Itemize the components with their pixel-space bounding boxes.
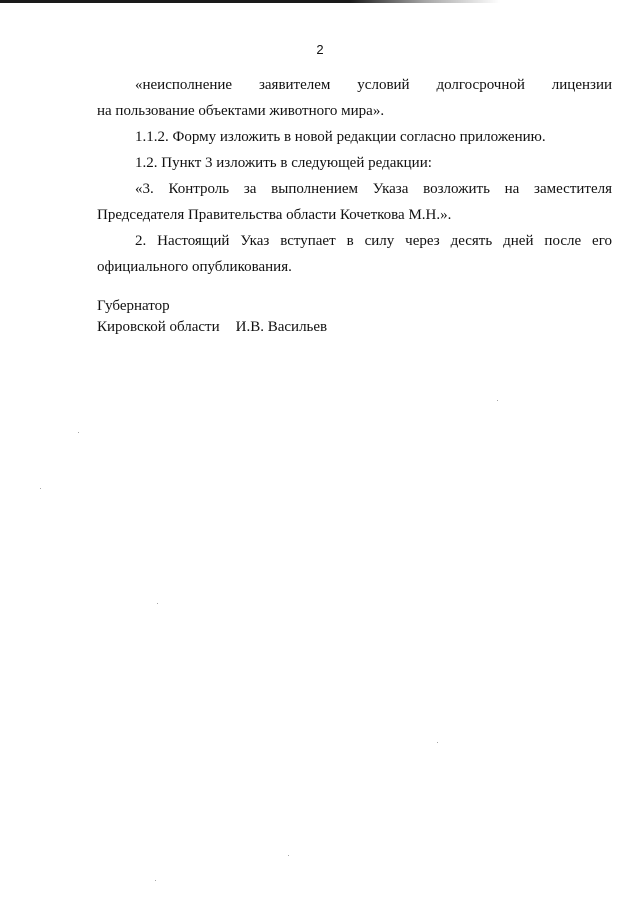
- scan-top-edge: [0, 0, 500, 3]
- paragraph-line: «неисполнение заявителем условий долгосрочной лицензии: [135, 77, 612, 93]
- signature-position: Губернатор: [97, 298, 170, 314]
- paragraph-line: на пользование объектами животного мира».: [97, 103, 385, 119]
- paragraph-clause-1-2: 1.2. Пункт 3 изложить в следующей редакции:: [135, 155, 432, 171]
- scan-speck: [78, 432, 79, 433]
- document-body: [97, 72, 612, 280]
- paragraph-clause-3-quote: [97, 176, 612, 228]
- scan-speck: [497, 400, 498, 401]
- scan-speck: [288, 855, 289, 856]
- paragraph-line: 2. Настоящий Указ вступает в силу через десять дней после его: [135, 233, 612, 249]
- paragraph-line: «3. Контроль за выполнением Указа возложить на заместителя: [135, 181, 612, 197]
- signature-region-row: [97, 317, 327, 338]
- scan-speck: [157, 603, 158, 604]
- paragraph-line: Председателя Правительства области Кочеткова М.Н.».: [97, 207, 452, 223]
- signature-name: И.В. Васильев: [235, 319, 328, 335]
- scan-speck: [437, 742, 438, 743]
- scan-speck: [40, 488, 41, 489]
- signature-block: [97, 296, 327, 338]
- paragraph-clause-1-1-2: 1.1.2. Форму изложить в новой редакции согласно приложению.: [135, 129, 546, 145]
- paragraph-quote-reason: [97, 72, 612, 124]
- scan-speck: [155, 880, 156, 881]
- signature-region: Кировской области: [97, 319, 220, 335]
- page-number: 2: [316, 42, 324, 57]
- paragraph-line: официального опубликования.: [97, 259, 292, 275]
- paragraph-clause-2: [97, 228, 612, 280]
